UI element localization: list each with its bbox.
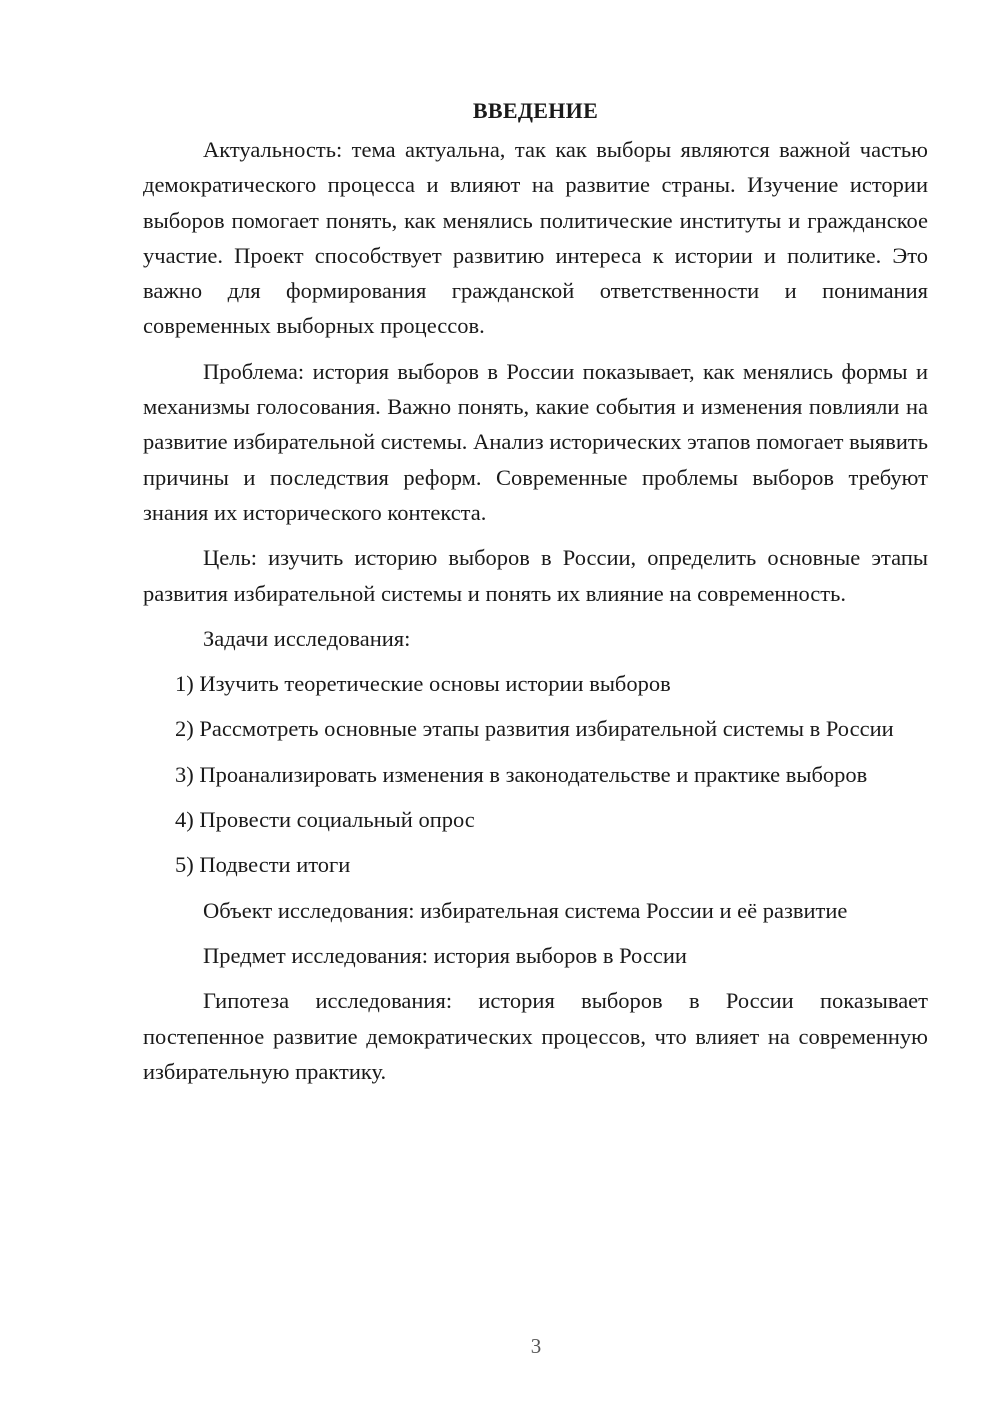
subject-paragraph: Предмет исследования: история выборов в России [203,942,687,968]
problem-paragraph: Проблема: история выборов в России показывает, как менялись формы и механизмы голосования. Важно понять, какие события и изменения повлияли на развитие избирательной системы. Анализ исторических этапов помогает выявить причины и последствия реформ. Современные проблемы выборов требуют знания их исторического контекста. [143,358,928,525]
goal-paragraph: Цель: изучить историю выборов в России, определить основные этапы развития избирательной системы и понять их влияние на современность. [143,545,928,606]
object-paragraph: Объект исследования: избирательная система России и её развитие [203,897,848,923]
actuality-paragraph: Актуальность: тема актуальна, так как выборы являются важной частью демократического процесса и влияют на развитие страны. Изучение истории выборов помогает понять, как менялись политические институты и гражданское участие. Проект способствует развитию интереса к истории и политике. Это важно для формирования гражданской ответственности и понимания современных выборных процессов. [143,137,928,339]
task-item-4: 4) Провести социальный опрос [175,807,475,833]
tasks-heading: Задачи исследования: [203,625,411,651]
task-item-5: 5) Подвести итоги [175,852,351,878]
task-item-2: 2) Рассмотреть основные этапы развития избирательной системы в России [175,716,894,742]
section-heading: ВВЕДЕНИЕ [472,98,599,123]
hypothesis-paragraph: Гипотеза исследования: история выборов в России показывает постепенное развитие демократических процессов, что влияет на современную избирательную практику. [143,988,928,1084]
page-number: 3 [530,1334,542,1358]
tasks-list [143,666,928,882]
task-item-1: 1) Изучить теоретические основы истории выборов [175,671,671,697]
task-item-3: 3) Проанализировать изменения в законодательстве и практике выборов [175,761,868,787]
page-content [143,96,928,1089]
